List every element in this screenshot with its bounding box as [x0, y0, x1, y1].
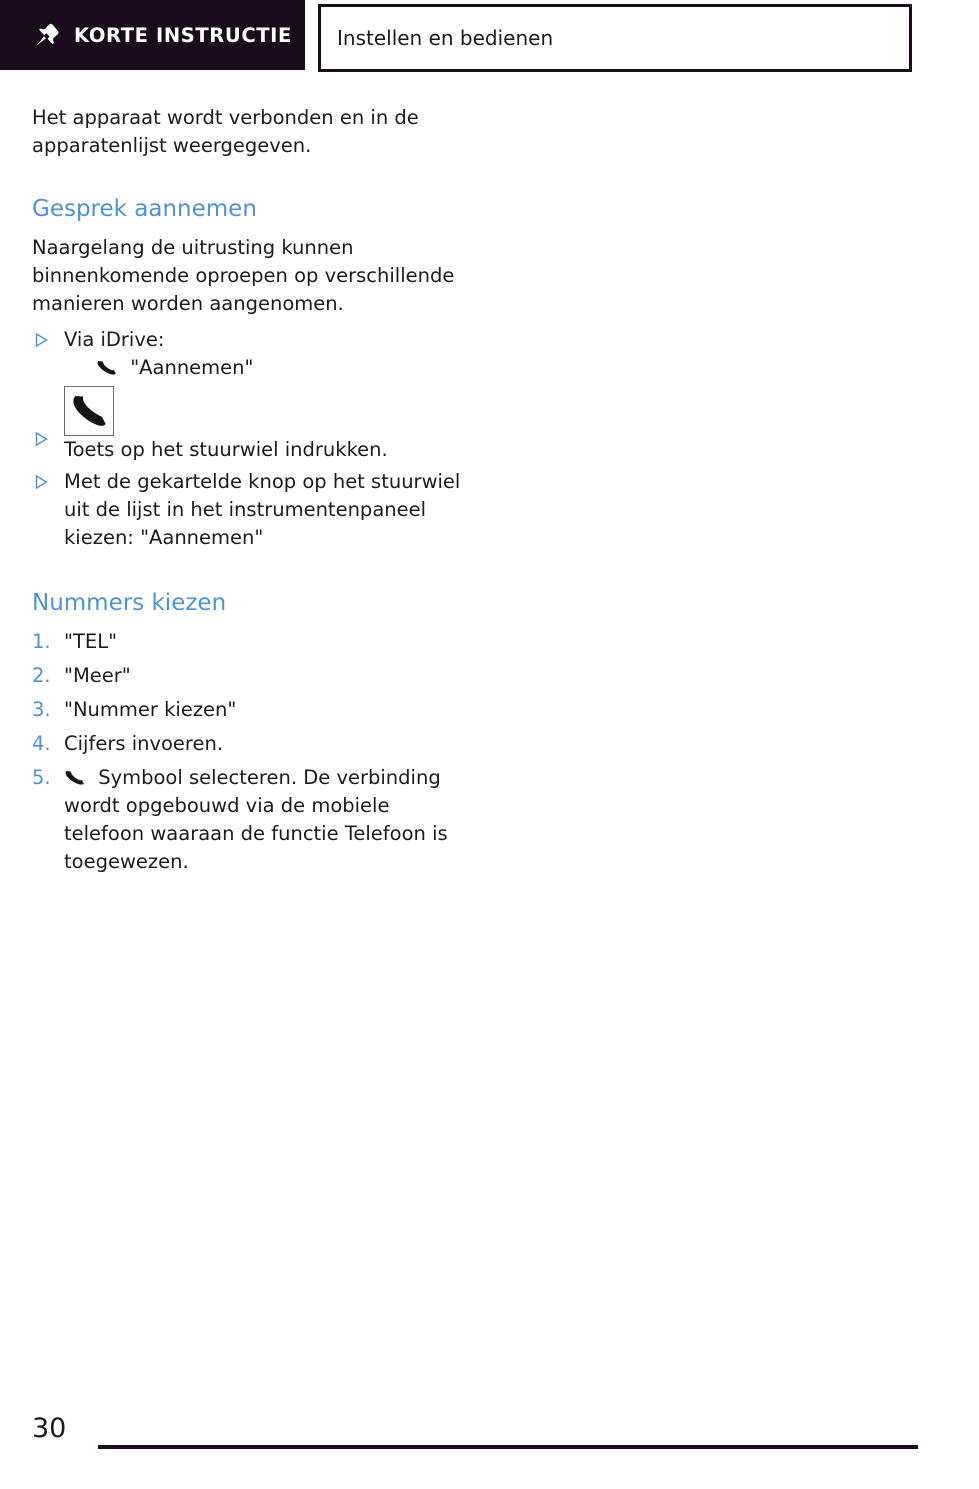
list-item [32, 730, 472, 758]
step-text: "TEL" [64, 630, 118, 653]
triangle-bullet-icon [35, 432, 48, 446]
page-number: 30 [32, 1413, 67, 1444]
step-text: Symbool selecteren. De verbinding wordt opgebouwd via de mobiele telefoon waaraan de functie Telefoon is toegewezen. [64, 766, 448, 873]
footer-divider [98, 1445, 918, 1449]
triangle-bullet-icon [35, 475, 48, 489]
step-number: 2. [32, 664, 51, 687]
step-number: 3. [32, 698, 51, 721]
bullet-sub-line [64, 354, 472, 382]
section-1-bullet-list [32, 326, 472, 552]
pushpin-icon [34, 22, 60, 48]
section-tab[interactable] [318, 4, 912, 72]
band-title: KORTE INSTRUCTIE [74, 23, 292, 47]
list-item [32, 468, 472, 552]
step-number: 5. [32, 766, 51, 789]
list-item [32, 326, 472, 382]
phone-handset-icon [64, 769, 86, 786]
list-item [32, 662, 472, 690]
section-heading-nummers-kiezen: Nummers kiezen [32, 590, 227, 616]
section-heading-gesprek-aannemen: Gesprek aannemen [32, 196, 257, 222]
steering-wheel-phone-button-icon [64, 386, 114, 436]
bullet-text: Via iDrive: [64, 328, 165, 351]
list-item [32, 386, 472, 464]
step-text: "Nummer kiezen" [64, 698, 237, 721]
triangle-bullet-icon [35, 333, 48, 347]
page-content [32, 104, 472, 882]
intro-paragraph: Het apparaat wordt verbonden en in de apparatenlijst weergegeven. [32, 106, 419, 157]
bullet-text: Toets op het stuurwiel indrukken. [64, 438, 388, 461]
bullet-sub-text: "Aannemen" [130, 356, 254, 379]
page-footer [0, 1413, 979, 1453]
list-item [32, 628, 472, 656]
phone-handset-icon [96, 359, 118, 376]
step-number: 1. [32, 630, 51, 653]
phone-handset-icon [69, 391, 109, 431]
list-item [32, 764, 472, 876]
bullet-text: Met de gekartelde knop op het stuurwiel uit de lijst in het instrumentenpaneel kiezen: "Aannemen" [64, 470, 461, 549]
section-1-lead-paragraph: Naargelang de uitrusting kunnen binnenkomende oproepen op verschillende manieren worden aangenomen. [32, 236, 455, 315]
section-2-numbered-list [32, 628, 472, 876]
page-header [0, 0, 979, 74]
tab-title: Instellen en bedienen [337, 26, 554, 50]
step-number: 4. [32, 732, 51, 755]
list-item [32, 696, 472, 724]
step-text: "Meer" [64, 664, 131, 687]
step-text: Cijfers invoeren. [64, 732, 224, 755]
header-band [0, 0, 305, 70]
